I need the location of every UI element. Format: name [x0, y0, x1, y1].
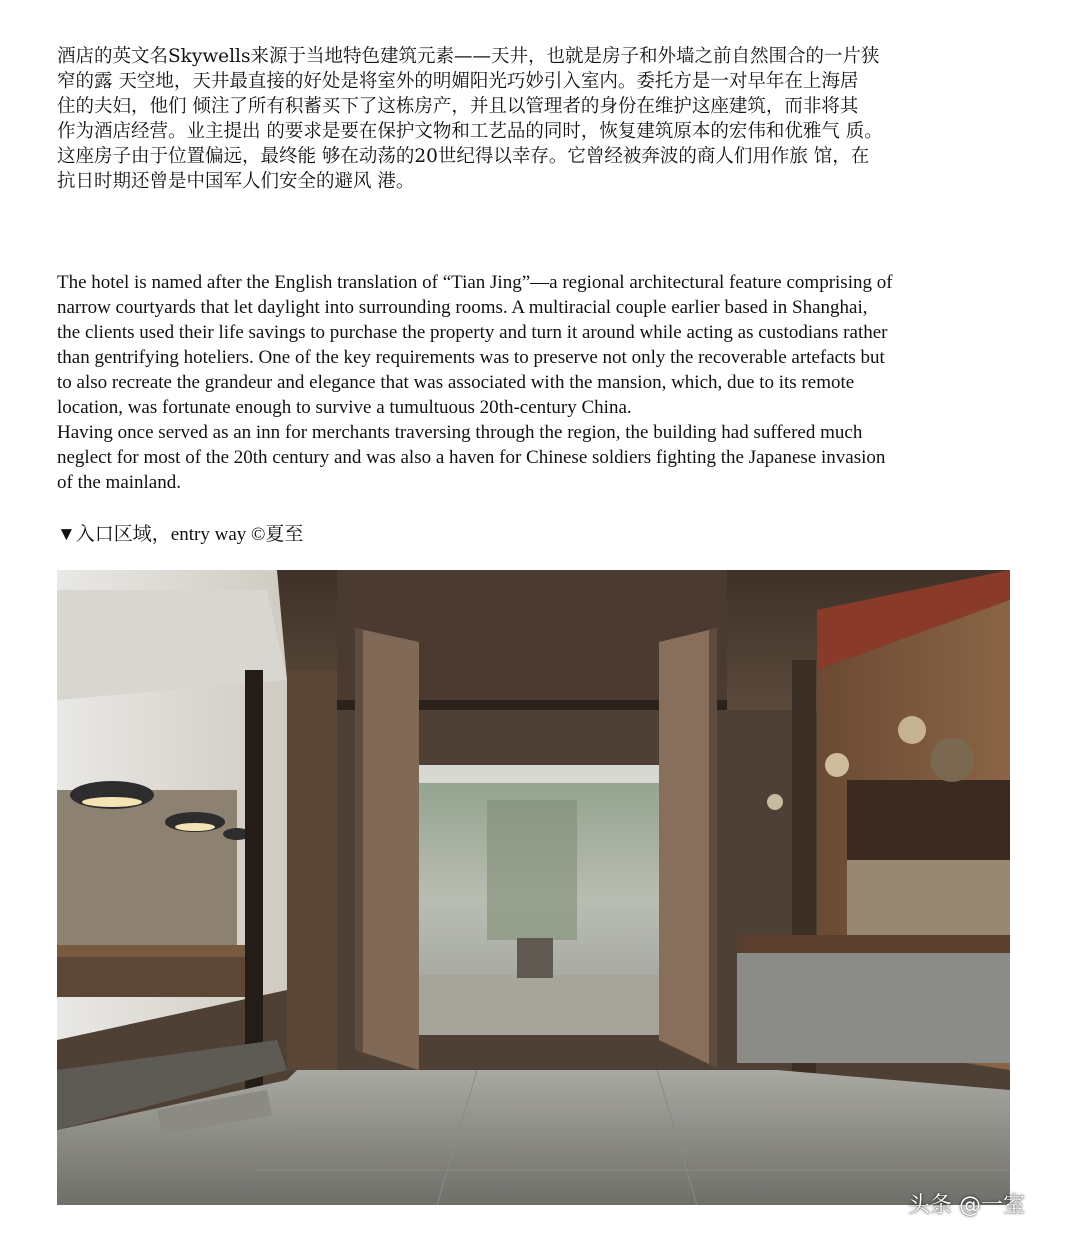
- chinese-line: 这座房子由于位置偏远，最终能 够在动荡的20世纪得以幸存。它曾经被奔波的商人们用作旅 馆，在: [57, 146, 870, 167]
- english-line: of the mainland.: [57, 472, 181, 493]
- english-line: The hotel is named after the English translation of “Tian Jing”—a regional architectural feature comprising of: [57, 272, 893, 293]
- chinese-line: 窄的露 天空地，天井最直接的好处是将室外的明媚阳光巧妙引入室内。委托方是一对早年在上海居: [57, 71, 859, 92]
- entry-way-photo: [57, 570, 1010, 1205]
- english-line: than gentrifying hoteliers. One of the key requirements was to preserve not only the recoverable artefacts but: [57, 347, 885, 368]
- chinese-line: 作为酒店经营。业主提出 的要求是要在保护文物和工艺品的同时，恢复建筑原本的宏伟和优雅气 质。: [57, 121, 883, 142]
- chinese-line: 酒店的英文名Skywells来源于当地特色建筑元素——天井，也就是房子和外墙之前自然围合的一片狭: [57, 46, 880, 67]
- english-line: location, was fortunate enough to survive a tumultuous 20th-century China.: [57, 397, 632, 418]
- english-line: to also recreate the grandeur and elegance that was associated with the mansion, which, due to its remote: [57, 372, 855, 393]
- chinese-line: 抗日时期还曾是中国军人们安全的避风 港。: [57, 171, 415, 192]
- english-line: Having once served as an inn for merchants traversing through the region, the building had suffered much: [57, 422, 863, 443]
- watermark: 头条 @一室: [908, 1193, 1025, 1218]
- chinese-paragraph: [57, 44, 1037, 194]
- english-line: narrow courtyards that let daylight into surrounding rooms. A multiracial couple earlier based in Shanghai,: [57, 297, 868, 318]
- english-paragraphs: [57, 270, 1047, 495]
- photo-caption: ▼入口区域，entry way ©夏至: [57, 524, 304, 545]
- english-line: neglect for most of the 20th century and was also a haven for Chinese soldiers fighting the Japanese invasion: [57, 447, 886, 468]
- english-line: the clients used their life savings to purchase the property and turn it around while acting as custodians rather: [57, 322, 888, 343]
- chinese-line: 住的夫妇，他们 倾注了所有积蓄买下了这栋房产，并且以管理者的身份在维护这座建筑，而非将其: [57, 96, 859, 117]
